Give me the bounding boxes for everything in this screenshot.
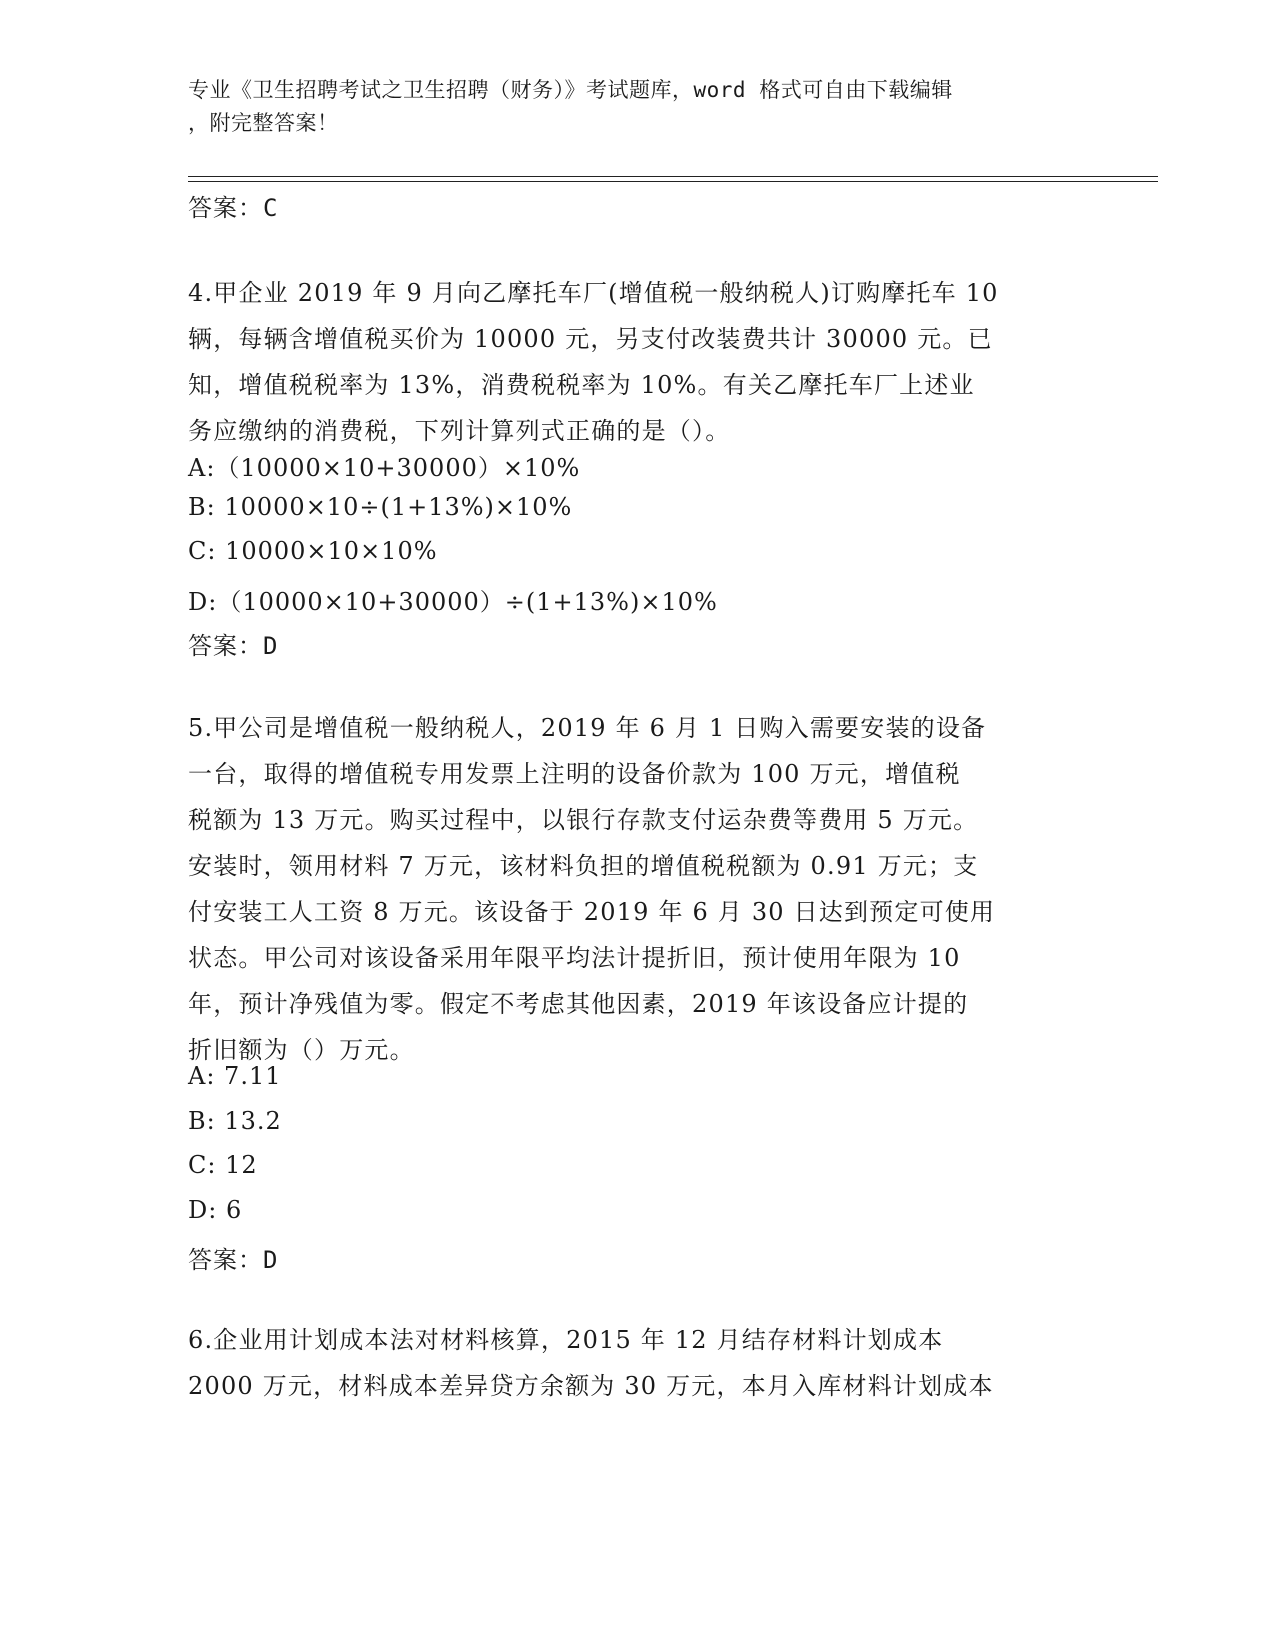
question-4-option-c: C: 10000×10×10% [188, 537, 438, 565]
page-header [188, 74, 1088, 140]
question-5-text [188, 705, 1088, 1073]
question-5-answer: 答案：D [188, 1246, 279, 1274]
question-line: 安装时，领用材料 7 万元，该材料负担的增值税税额为 0.91 万元；支 [188, 852, 979, 880]
question-line: 付安装工人工资 8 万元。该设备于 2019 年 6 月 30 日达到预定可使用 [188, 898, 996, 926]
question-line: 辆，每辆含增值税买价为 10000 元，另支付改装费共计 30000 元。已 [188, 325, 993, 353]
question-line: 6.企业用计划成本法对材料核算，2015 年 12 月结存材料计划成本 [188, 1326, 944, 1354]
question-5-option-d: D: 6 [188, 1196, 243, 1224]
question-line: 一台，取得的增值税专用发票上注明的设备价款为 100 万元，增值税 [188, 760, 961, 788]
question-line: 5.甲公司是增值税一般纳税人，2019 年 6 月 1 日购入需要安装的设备 [188, 714, 987, 742]
question-6-text [188, 1317, 1088, 1409]
question-5-option-b: B: 13.2 [188, 1107, 282, 1135]
answer-previous-question: 答案：C [188, 194, 279, 222]
header-line-2: ，附完整答案！ [188, 111, 339, 135]
header-divider-top [188, 176, 1158, 177]
question-line: 折旧额为（）万元。 [188, 1036, 415, 1064]
question-4-answer: 答案：D [188, 632, 279, 660]
question-5-option-c: C: 12 [188, 1151, 258, 1179]
question-line: 状态。甲公司对该设备采用年限平均法计提折旧，预计使用年限为 10 [188, 944, 961, 972]
question-4-option-d: D:（10000×10+30000）÷(1+13%)×10% [188, 588, 718, 616]
question-line: 税额为 13 万元。购买过程中，以银行存款支付运杂费等费用 5 万元。 [188, 806, 979, 834]
header-divider-bottom [188, 181, 1158, 182]
question-line: 2000 万元，材料成本差异贷方余额为 30 万元，本月入库材料计划成本 [188, 1372, 994, 1400]
question-line: 知，增值税税率为 13%，消费税税率为 10%。有关乙摩托车厂上述业 [188, 371, 975, 399]
header-line-1: 专业《卫生招聘考试之卫生招聘（财务）》考试题库，word 格式可自由下载编辑 [188, 78, 953, 102]
question-5-option-a: A: 7.11 [188, 1062, 282, 1090]
question-line: 4.甲企业 2019 年 9 月向乙摩托车厂(增值税一般纳税人)订购摩托车 10 [188, 279, 999, 307]
question-line: 年，预计净残值为零。假定不考虑其他因素，2019 年该设备应计提的 [188, 990, 969, 1018]
question-4-option-b: B: 10000×10÷(1+13%)×10% [188, 493, 573, 521]
question-line: 务应缴纳的消费税，下列计算列式正确的是（）。 [188, 417, 731, 445]
question-4-option-a: A:（10000×10+30000）×10% [188, 454, 581, 482]
question-4-text [188, 270, 1088, 454]
